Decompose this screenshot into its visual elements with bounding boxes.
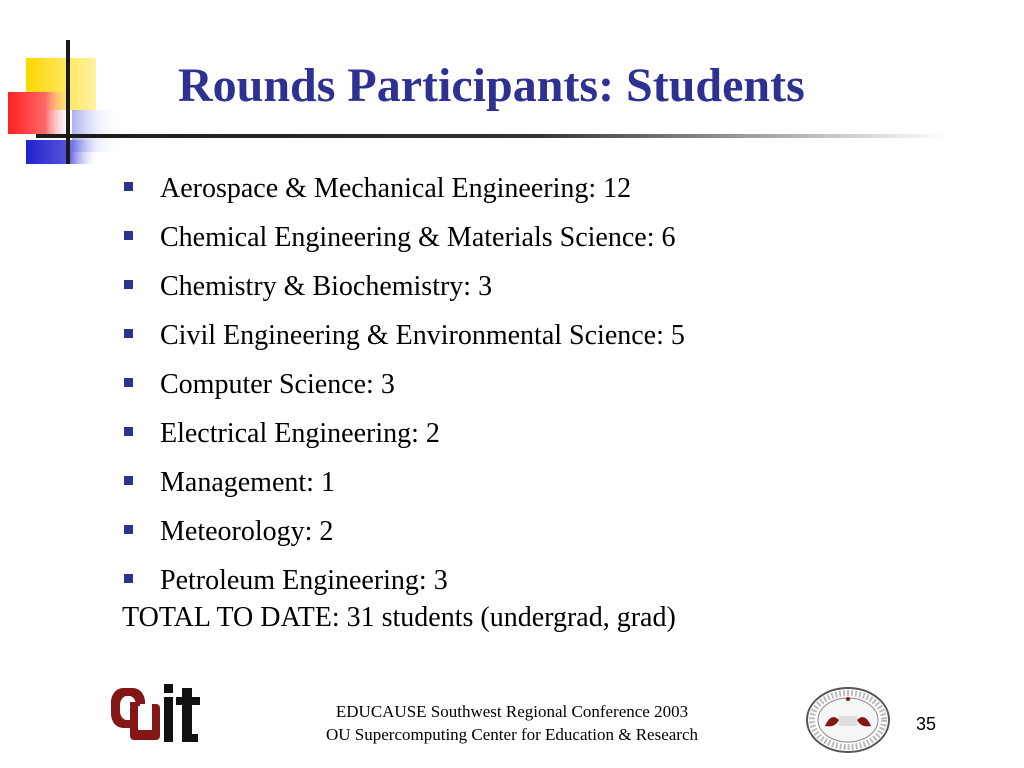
bullet-text: Computer Science: 3 (160, 368, 395, 400)
bullet-text: Chemistry & Biochemistry: 3 (160, 270, 493, 302)
oscer-seal-logo (805, 686, 891, 754)
ou-interlocking-letters (111, 688, 160, 740)
deco-red-square (8, 92, 70, 134)
footer (262, 700, 762, 746)
bullet-text: Petroleum Engineering: 3 (160, 564, 448, 596)
bullet-list (120, 164, 685, 605)
bullet-item (120, 556, 685, 605)
slide-title: Rounds Participants: Students (178, 59, 805, 112)
square-bullet-icon (124, 329, 133, 338)
deco-blue-square (26, 140, 96, 164)
square-bullet-icon (124, 574, 133, 583)
bullet-text: Electrical Engineering: 2 (160, 417, 440, 449)
bullet-text: Civil Engineering & Environmental Science: 5 (160, 319, 685, 351)
bullet-item (120, 458, 685, 507)
square-bullet-icon (124, 280, 133, 289)
total-summary: TOTAL TO DATE: 31 students (undergrad, grad) (122, 602, 676, 633)
it-letters (164, 684, 200, 742)
bullet-text: Aerospace & Mechanical Engineering: 12 (160, 172, 632, 204)
title-underline (36, 134, 946, 138)
footer-line-organization: OU Supercomputing Center for Education & Research (325, 725, 698, 744)
bullet-item (120, 164, 685, 213)
square-bullet-icon (124, 525, 133, 534)
title-decoration (0, 0, 120, 170)
bullet-text: Chemical Engineering & Materials Science: 6 (160, 221, 676, 253)
bullet-text: Management: 1 (160, 466, 335, 498)
oscer-center-emblem (839, 716, 857, 726)
ou-it-logo (108, 682, 203, 744)
bullet-item (120, 507, 685, 556)
square-bullet-icon (124, 476, 133, 485)
square-bullet-icon (124, 427, 133, 436)
bullet-item (120, 360, 685, 409)
bullet-item (120, 311, 685, 360)
slide-number: 35 (916, 714, 937, 734)
square-bullet-icon (124, 182, 133, 191)
bullet-item (120, 262, 685, 311)
square-bullet-icon (124, 231, 133, 240)
square-bullet-icon (124, 378, 133, 387)
bullet-item (120, 409, 685, 458)
deco-vertical-line (66, 40, 70, 164)
bullet-item (120, 213, 685, 262)
footer-line-conference: EDUCAUSE Southwest Regional Conference 2003 (335, 702, 689, 721)
bullet-text: Meteorology: 2 (160, 515, 334, 547)
